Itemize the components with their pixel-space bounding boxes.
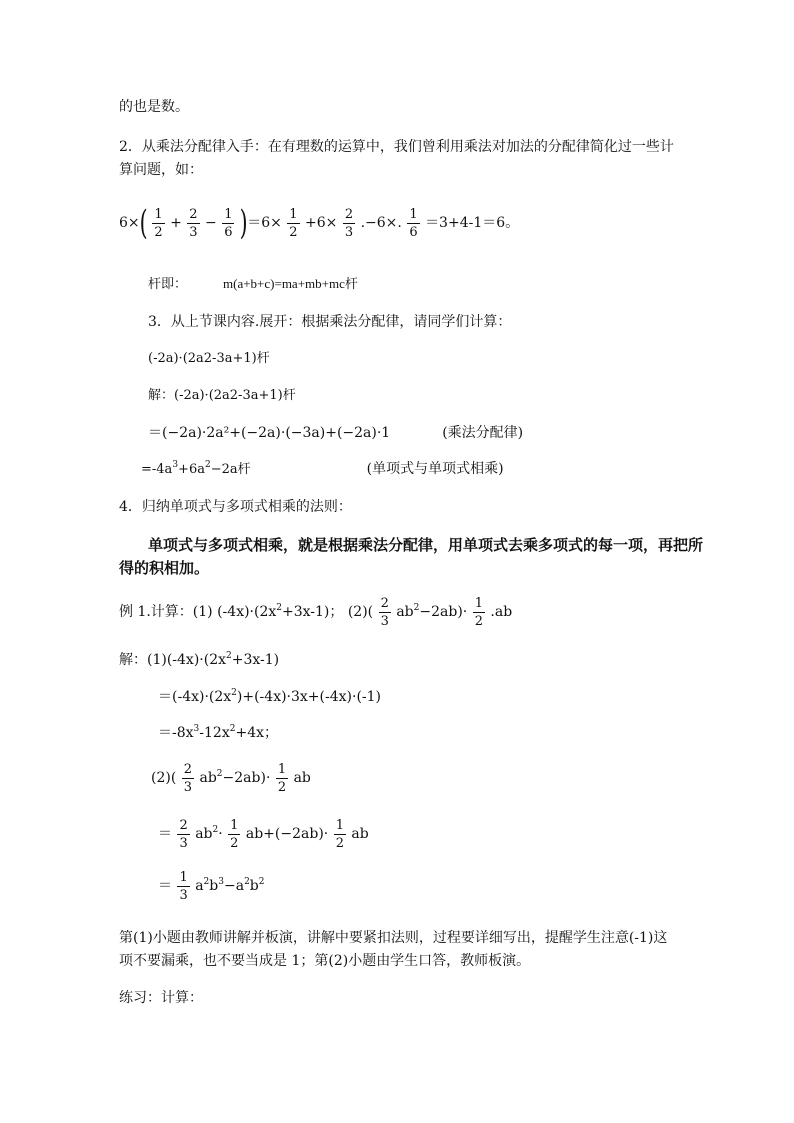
- text-line: 第(1)小题由教师讲解并板演，讲解中要紧扣法则，过程要详细写出，提醒学生注意(-1)这: [119, 930, 668, 946]
- fraction: $\frac{1}{6}$: [224, 206, 233, 240]
- text-line: 练习：计算：: [119, 990, 203, 1006]
- fraction: $\frac{1}{6}$: [409, 206, 418, 240]
- text-line: $=(-4x)\cdot(2x^2)+(-4x)\cdot 3x+(-4x)\cdot(-1)$: [158, 688, 382, 705]
- text-line: (-2a)·(2a2-3a+1)杆: [148, 351, 270, 366]
- fraction: $\frac{1}{2}$: [335, 817, 344, 851]
- fraction: $\frac{2}{3}$: [380, 595, 389, 629]
- fraction: $\frac{2}{3}$: [189, 206, 198, 240]
- equation-distributive-example: 6×( $\frac{1}{2}$ + $\frac{2}{3}$ − $\frac{1}{6}$ )＝6× $\frac{1}{2}$ +6× $\frac{2}{3}$ .−6×. $\frac{1}{6}$ ＝3+4-1＝6。: [119, 203, 520, 243]
- fraction: $\frac{1}{2}$: [289, 206, 298, 240]
- text-line: 项不要漏乘，也不要当成是 1；第(2)小题由学生口答，教师板演。: [119, 953, 531, 969]
- text-line: 3．从上节课内容.展开：根据乘法分配律，请同学们计算：: [148, 314, 512, 330]
- example-line: 例 1.计算：(1) $(-4x)\cdot(2x^2+3x-1)$； (2)( $\frac{2}{3}$ $ab^2-2ab)\cdot$ $\frac{1}{2}$ .ab: [119, 595, 513, 629]
- fraction: $\frac{1}{2}$: [154, 206, 163, 240]
- rule-text: 单项式与多项式相乘，就是根据乘法分配律，用单项式去乘多项式的每一项，再把所: [148, 536, 704, 554]
- fraction: $\frac{1}{3}$: [179, 869, 188, 903]
- fraction: $\frac{2}{3}$: [183, 761, 193, 795]
- text-line: 算问题，如：: [119, 162, 203, 178]
- text-line: 4．归纳单项式与多项式相乘的法则：: [119, 499, 352, 515]
- text-line: 的也是数。: [119, 99, 189, 115]
- text-line: 2．从乘法分配律入手：在有理数的运算中，我们曾利用乘法对加法的分配律简化过一些计: [119, 139, 674, 155]
- text-line: $=-4a^3+6a^2-2a$杆 (单项式与单项式相乘): [141, 460, 504, 477]
- rule-text: 得的积相加。: [119, 559, 210, 577]
- fraction: $\frac{1}{2}$: [230, 817, 239, 851]
- text-line: 杆即： m(a+b+c)=ma+mb+mc杆: [148, 276, 358, 292]
- fraction: $\frac{1}{2}$: [474, 595, 483, 629]
- fraction: $\frac{2}{3}$: [179, 817, 188, 851]
- fraction: $\frac{2}{3}$: [344, 206, 354, 240]
- text-line: ＝ $\frac{2}{3}$ $ab^2\cdot$ $\frac{1}{2}$ ab+(−2ab)· $\frac{1}{2}$ ab: [158, 817, 369, 851]
- text-line: ＝(−2a)·2a²+(−2a)·(−3a)+(−2a)·1 (乘法分配律): [148, 425, 524, 441]
- fraction: $\frac{1}{2}$: [277, 761, 287, 795]
- text-line: ＝ $\frac{1}{3}$ $a^2b^3-a^2b^2$: [158, 869, 265, 903]
- text-line: (2)( $\frac{2}{3}$ $ab^2-2ab)\cdot$ $\frac{1}{2}$ ab: [151, 761, 311, 795]
- text-line: 解：(-2a)·(2a2-3a+1)杆: [148, 388, 296, 403]
- text-line: 解：$(1)(-4x)\cdot(2x^2+3x-1)$: [119, 651, 280, 668]
- text-line: $=-8x^3-12x^2+4x$；: [158, 724, 279, 741]
